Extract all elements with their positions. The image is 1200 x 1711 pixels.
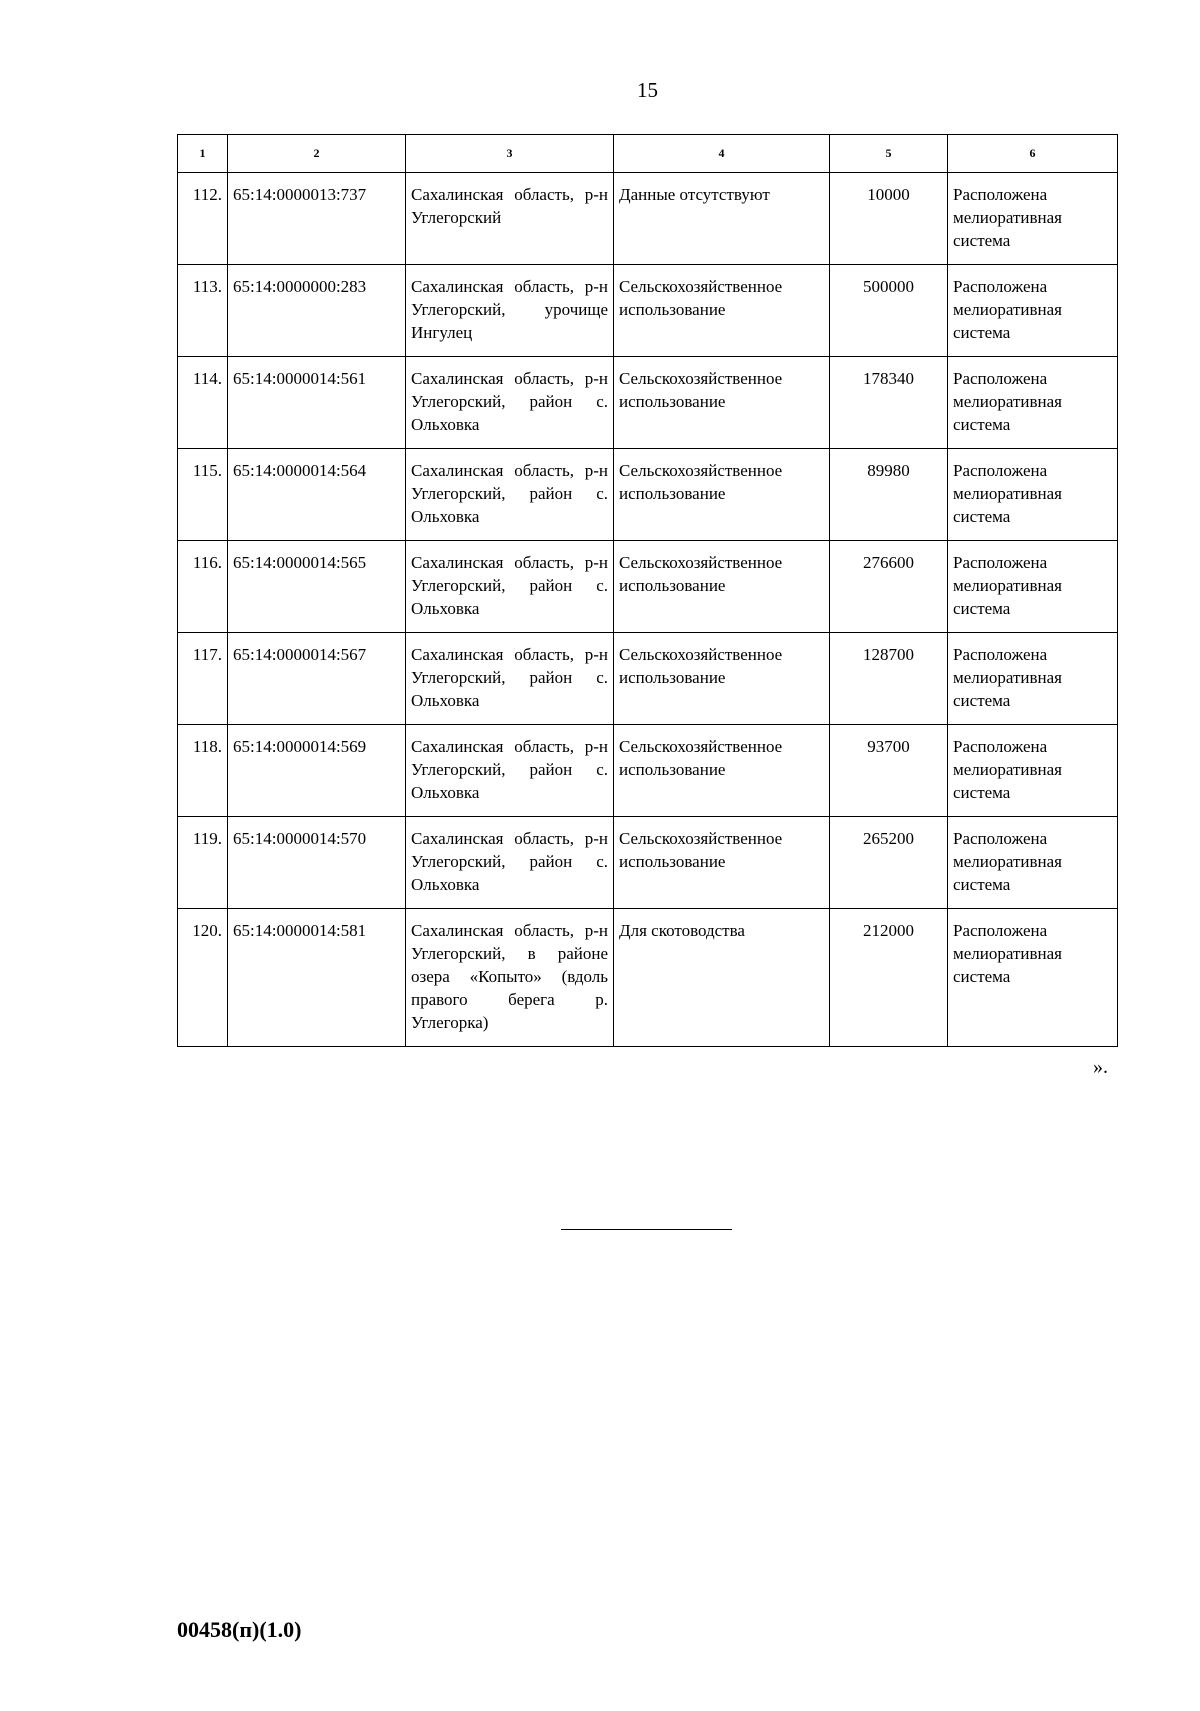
permitted-use: Сельскохозяйственное использование xyxy=(614,541,830,633)
column-header: 1 xyxy=(178,135,228,173)
plot-area: 93700 xyxy=(830,725,948,817)
plot-note: Расположена мелиоративная система xyxy=(948,357,1118,449)
plot-note: Расположена мелиоративная система xyxy=(948,817,1118,909)
plot-address: Сахалинская область, р-н Углегорский, район с. Ольховка xyxy=(406,449,614,541)
row-number: 113. xyxy=(178,265,228,357)
table-row xyxy=(178,265,1118,357)
plot-address: Сахалинская область, р-н Углегорский, район с. Ольховка xyxy=(406,357,614,449)
plot-note: Расположена мелиоративная система xyxy=(948,541,1118,633)
permitted-use: Сельскохозяйственное использование xyxy=(614,633,830,725)
row-number: 116. xyxy=(178,541,228,633)
plot-area: 178340 xyxy=(830,357,948,449)
table-row xyxy=(178,541,1118,633)
cadastral-number: 65:14:0000000:283 xyxy=(228,265,406,357)
column-header: 2 xyxy=(228,135,406,173)
plot-note: Расположена мелиоративная система xyxy=(948,265,1118,357)
separator-line xyxy=(561,1229,732,1230)
plot-address: Сахалинская область, р-н Углегорский xyxy=(406,173,614,265)
row-number: 119. xyxy=(178,817,228,909)
row-number: 114. xyxy=(178,357,228,449)
permitted-use: Сельскохозяйственное использование xyxy=(614,357,830,449)
plot-area: 500000 xyxy=(830,265,948,357)
plot-note: Расположена мелиоративная система xyxy=(948,725,1118,817)
permitted-use: Сельскохозяйственное использование xyxy=(614,449,830,541)
cadastral-number: 65:14:0000014:565 xyxy=(228,541,406,633)
cadastral-number: 65:14:0000014:561 xyxy=(228,357,406,449)
closing-quote: ». xyxy=(1093,1056,1108,1078)
plot-area: 128700 xyxy=(830,633,948,725)
cadastral-number: 65:14:0000014:569 xyxy=(228,725,406,817)
plot-address: Сахалинская область, р-н Углегорский, район с. Ольховка xyxy=(406,541,614,633)
plot-area: 265200 xyxy=(830,817,948,909)
cadastral-number: 65:14:0000014:567 xyxy=(228,633,406,725)
row-number: 112. xyxy=(178,173,228,265)
row-number: 117. xyxy=(178,633,228,725)
land-plots-table xyxy=(177,134,1118,1047)
cadastral-number: 65:14:0000013:737 xyxy=(228,173,406,265)
permitted-use: Сельскохозяйственное использование xyxy=(614,265,830,357)
column-header: 6 xyxy=(948,135,1118,173)
column-header: 3 xyxy=(406,135,614,173)
cadastral-number: 65:14:0000014:581 xyxy=(228,909,406,1047)
row-number: 115. xyxy=(178,449,228,541)
cadastral-number: 65:14:0000014:564 xyxy=(228,449,406,541)
table-row xyxy=(178,357,1118,449)
plot-address: Сахалинская область, р-н Углегорский, урочище Ингулец xyxy=(406,265,614,357)
plot-note: Расположена мелиоративная система xyxy=(948,909,1118,1047)
table-row xyxy=(178,633,1118,725)
table-row xyxy=(178,909,1118,1047)
document-code: 00458(п)(1.0) xyxy=(177,1617,302,1642)
cadastral-number: 65:14:0000014:570 xyxy=(228,817,406,909)
row-number: 118. xyxy=(178,725,228,817)
plot-address: Сахалинская область, р-н Углегорский, район с. Ольховка xyxy=(406,817,614,909)
permitted-use: Данные отсутствуют xyxy=(614,173,830,265)
table-row xyxy=(178,725,1118,817)
plot-area: 10000 xyxy=(830,173,948,265)
table-header-row xyxy=(178,135,1118,173)
row-number: 120. xyxy=(178,909,228,1047)
page-number: 15 xyxy=(637,78,658,102)
plot-area: 212000 xyxy=(830,909,948,1047)
plot-area: 89980 xyxy=(830,449,948,541)
permitted-use: Для скотоводства xyxy=(614,909,830,1047)
plot-note: Расположена мелиоративная система xyxy=(948,173,1118,265)
column-header: 4 xyxy=(614,135,830,173)
permitted-use: Сельскохозяйственное использование xyxy=(614,817,830,909)
plot-address: Сахалинская область, р-н Углегорский, район с. Ольховка xyxy=(406,633,614,725)
plot-address: Сахалинская область, р-н Углегорский, район с. Ольховка xyxy=(406,725,614,817)
plot-address: Сахалинская область, р-н Углегорский, в районе озера «Копыто» (вдоль правого берега р. Углегорка) xyxy=(406,909,614,1047)
table-row xyxy=(178,173,1118,265)
plot-area: 276600 xyxy=(830,541,948,633)
table-row xyxy=(178,449,1118,541)
plot-note: Расположена мелиоративная система xyxy=(948,633,1118,725)
permitted-use: Сельскохозяйственное использование xyxy=(614,725,830,817)
column-header: 5 xyxy=(830,135,948,173)
plot-note: Расположена мелиоративная система xyxy=(948,449,1118,541)
table-row xyxy=(178,817,1118,909)
